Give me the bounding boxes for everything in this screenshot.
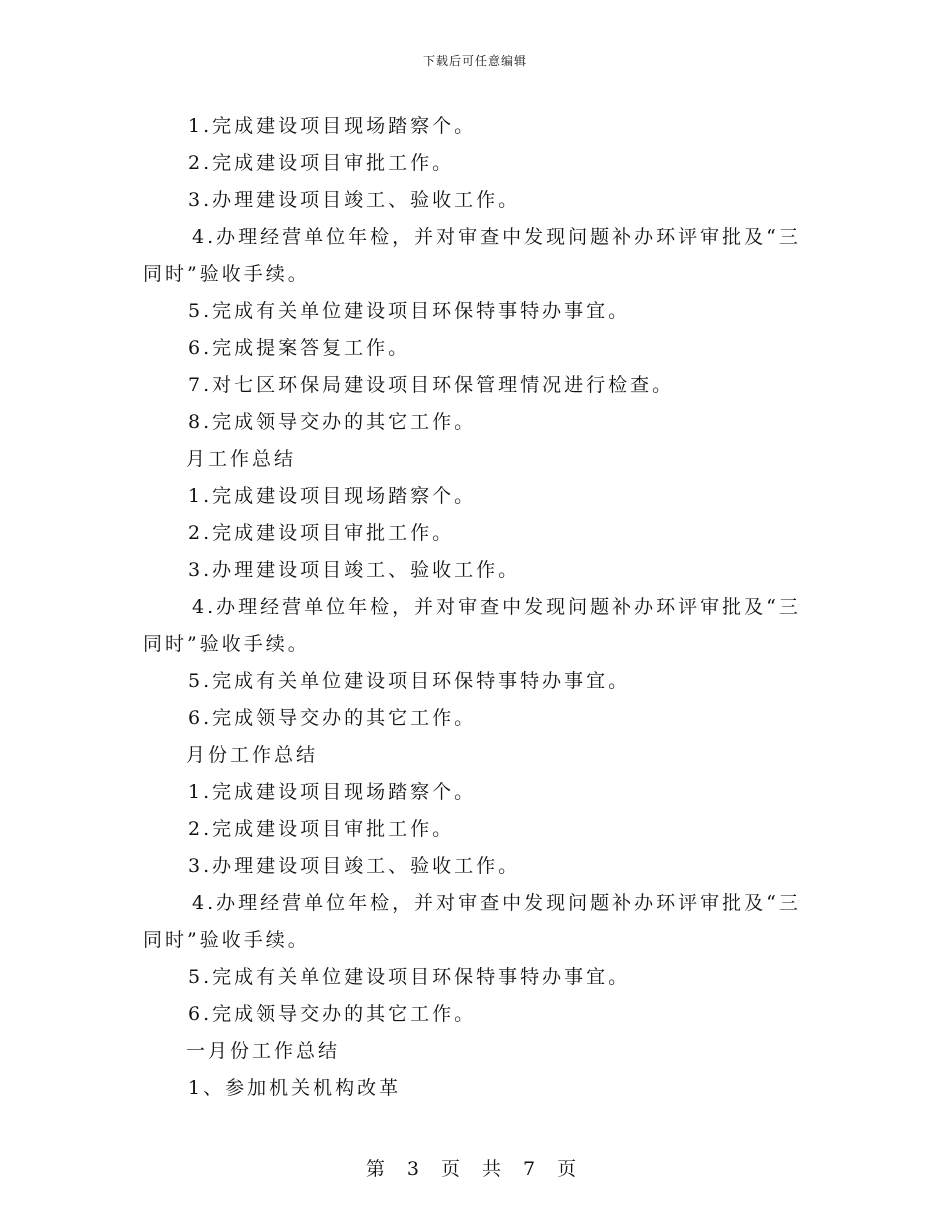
paragraph: 3.办理建设项目竣工、验收工作。 (188, 855, 521, 877)
paragraph-continuation: 同时”验收手续。 (143, 263, 310, 285)
paragraph: 3.办理建设项目竣工、验收工作。 (188, 189, 521, 211)
paragraph: 5.完成有关单位建设项目环保特事特办事宜。 (188, 670, 631, 692)
page-number: 第 3 页 共 7 页 (365, 1158, 585, 1180)
paragraph: 2.完成建设项目审批工作。 (188, 522, 455, 544)
paragraph: 6.完成领导交办的其它工作。 (188, 707, 477, 729)
paragraph: 4.办理经营单位年检，并对审查中发现问题补办环评审批及“三 (192, 226, 801, 248)
paragraph: 2.完成建设项目审批工作。 (188, 818, 455, 840)
paragraph: 1、参加机关机构改革 (188, 1077, 402, 1099)
section-heading: 月工作总结 (186, 448, 297, 470)
paragraph: 8.完成领导交办的其它工作。 (188, 411, 477, 433)
page-header (0, 52, 950, 69)
paragraph: 4.办理经营单位年检，并对审查中发现问题补办环评审批及“三 (192, 596, 801, 618)
paragraph-continuation: 同时”验收手续。 (143, 633, 310, 655)
paragraph: 6.完成提案答复工作。 (188, 337, 411, 359)
page-footer (0, 1154, 950, 1181)
document-body (143, 108, 823, 1107)
paragraph: 4.办理经营单位年检，并对审查中发现问题补办环评审批及“三 (192, 892, 801, 914)
section-heading: 月份工作总结 (186, 744, 319, 766)
paragraph: 6.完成领导交办的其它工作。 (188, 1003, 477, 1025)
paragraph: 1.完成建设项目现场踏察个。 (188, 115, 477, 137)
header-note: 下载后可任意编辑 (422, 54, 527, 68)
section-heading: 一月份工作总结 (186, 1040, 341, 1062)
paragraph: 2.完成建设项目审批工作。 (188, 152, 455, 174)
paragraph: 1.完成建设项目现场踏察个。 (188, 781, 477, 803)
paragraph: 7.对七区环保局建设项目环保管理情况进行检查。 (188, 374, 675, 396)
paragraph: 5.完成有关单位建设项目环保特事特办事宜。 (188, 966, 631, 988)
paragraph-continuation: 同时”验收手续。 (143, 929, 310, 951)
paragraph: 3.办理建设项目竣工、验收工作。 (188, 559, 521, 581)
paragraph: 1.完成建设项目现场踏察个。 (188, 485, 477, 507)
paragraph: 5.完成有关单位建设项目环保特事特办事宜。 (188, 300, 631, 322)
